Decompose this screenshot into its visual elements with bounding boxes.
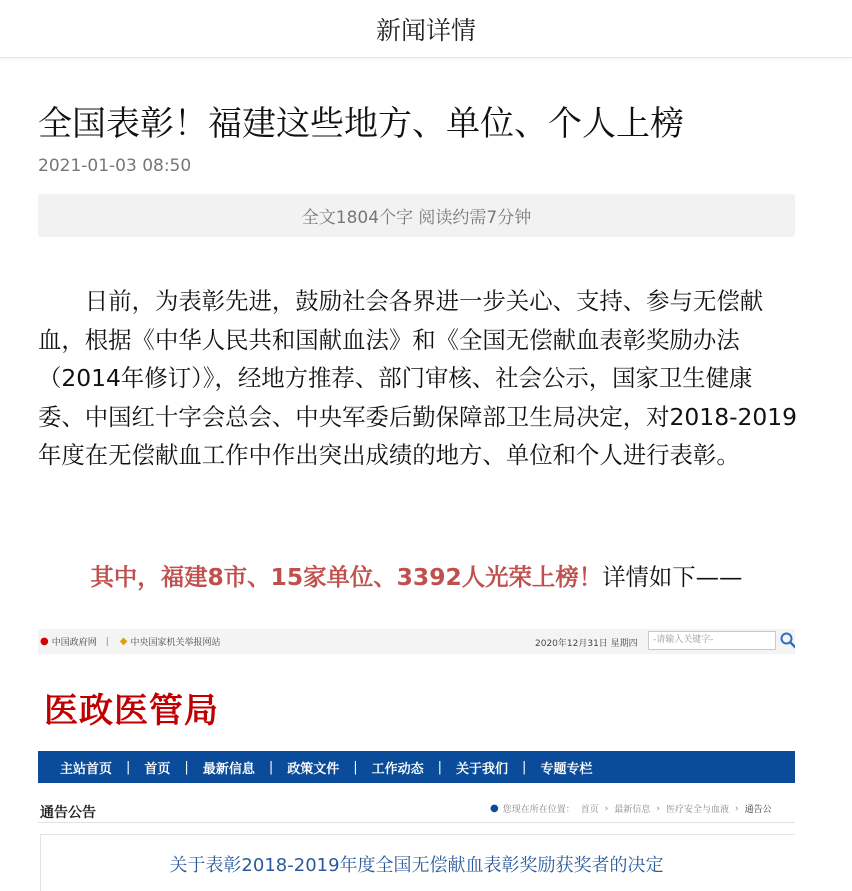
embed-search-input[interactable]: -请输入关键字- <box>648 631 776 650</box>
nav-special[interactable]: 专题专栏 <box>540 761 593 777</box>
breadcrumb-current: 通告公 <box>744 805 772 815</box>
publish-time: 2021-01-03 08:50 <box>38 156 192 176</box>
nav-divider: | <box>437 759 443 775</box>
nav-divider: | <box>353 759 358 775</box>
breadcrumb-separator: › <box>656 803 660 814</box>
article-paragraph: 日前，为表彰先进，鼓励社会各界进一步关心、支持、参与无偿献血，根据《中华人民共和国献血法》和《全国无偿献血表彰奖励办法（2014年修订）》，经地方推荐、部门审核、社会公示，国家卫生健康委、中国红十字会总会、中央军委后勤保障部卫生局决定，对2018-2019年度在无偿献血工作中作出突出成绩的地方、单位和个人进行表彰。 <box>38 287 798 470</box>
nav-policy[interactable]: 政策文件 <box>287 761 340 777</box>
nav-about[interactable]: 关于我们 <box>456 761 509 777</box>
divider: | <box>105 636 109 647</box>
section-title: 通告公告 <box>40 805 96 821</box>
breadcrumb-item[interactable]: 最新信息 <box>614 805 651 815</box>
site-logo: 医政医管局 <box>44 691 219 731</box>
nav-home[interactable]: 首页 <box>144 761 171 777</box>
document-title[interactable]: 关于表彰2018-2019年度全国无偿献血表彰奖励获奖者的决定 <box>169 855 664 876</box>
breadcrumb-item[interactable]: 首页 <box>580 805 599 815</box>
breadcrumb-separator: › <box>735 803 739 814</box>
emblem-icon: ● <box>40 636 49 647</box>
page-title: 新闻详情 <box>375 15 476 45</box>
article-headline: 全国表彰！福建这些地方、单位、个人上榜 <box>38 104 684 144</box>
breadcrumb-prefix: 您现在所在位置： <box>502 805 575 815</box>
nav-divider: | <box>126 759 131 775</box>
embed-nav-bar <box>38 751 795 783</box>
embedded-screenshot <box>38 629 795 891</box>
report-link-label: 中央国家机关举报网站 <box>130 638 221 648</box>
breadcrumb-item[interactable]: 医疗安全与血液 <box>666 805 730 815</box>
embed-date: 2020年12月31日 星期四 <box>535 639 638 649</box>
nav-divider: | <box>268 759 274 775</box>
highlight-line <box>38 558 795 592</box>
nav-work[interactable]: 工作动态 <box>371 761 424 777</box>
highlight-text: 其中，福建8市、15家单位、3392人光荣上榜！ <box>90 563 603 591</box>
nav-divider: | <box>184 759 189 775</box>
gov-link[interactable] <box>40 635 97 648</box>
location-pin-icon: ● <box>490 803 499 814</box>
details-intro: 详情如下—— <box>602 563 743 591</box>
nav-latest[interactable]: 最新信息 <box>202 761 255 777</box>
breadcrumb <box>490 802 772 815</box>
embed-top-strip <box>38 629 795 654</box>
top-bar <box>0 0 852 58</box>
report-link[interactable] <box>120 635 221 648</box>
report-icon: ◆ <box>119 636 128 647</box>
breadcrumb-separator: › <box>604 803 609 814</box>
gov-link-label: 中国政府网 <box>51 638 97 648</box>
section-divider <box>38 822 795 823</box>
nav-main-home[interactable]: 主站首页 <box>60 761 113 777</box>
nav-divider: | <box>522 759 527 775</box>
search-icon[interactable] <box>779 631 795 649</box>
reading-summary: 全文1804个字 阅读约需7分钟 <box>38 194 795 237</box>
